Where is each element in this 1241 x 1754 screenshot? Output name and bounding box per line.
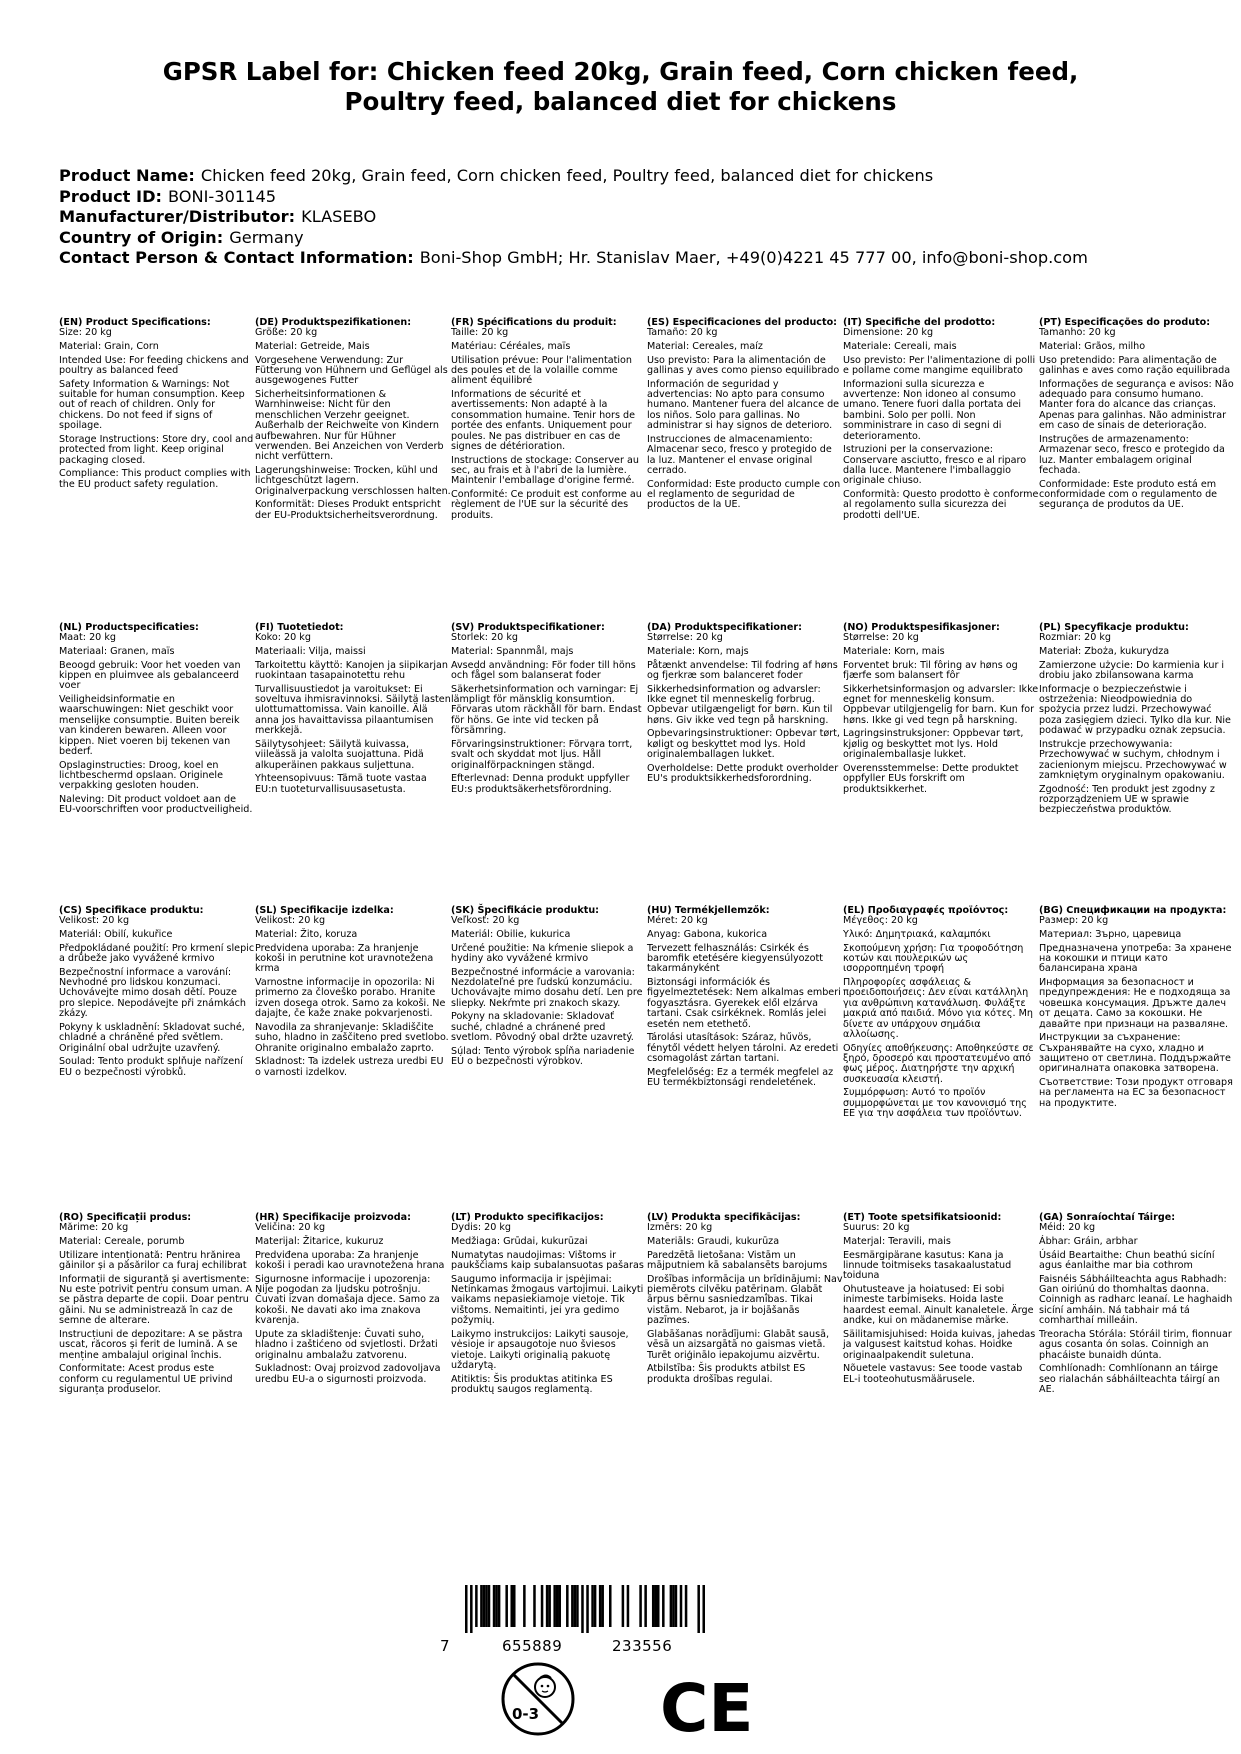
spec-line: Uso previsto: Per l'alimentazione di polli e pollame come mangime equilibrato: [843, 354, 1036, 376]
title-line-1: GPSR Label for: Chicken feed 20kg, Grain feed, Corn chicken feed,: [162, 57, 1079, 86]
spec-line: Materijal: Žitarice, kukuruz: [255, 1236, 384, 1247]
spec-column: [451, 623, 647, 819]
spec-line: Sukladnost: Ovaj proizvod zadovoljava uredbu EU-a o sigurnosti proizvoda.: [255, 1363, 441, 1385]
spec-line: Sigurnosne informacije i upozorenja: Nije pogodan za ljudsku potrošnju. Čuvati izvan domašaja djece. Samo za kokoši. Ne davati ako ima znakova kvarenja.: [255, 1273, 440, 1327]
spec-line: Turvallisuustiedot ja varoitukset: Ei soveltuva ihmisravinnoksi. Säilytä lasten ulottumattomissa. Vain kanoille. Älä anna jos havaittavissa pilaantumisen merkkejä.: [255, 683, 451, 737]
country-label: Country of Origin:: [59, 227, 224, 247]
spec-line: Uso pretendido: Para alimentação de galinhas e aves como ração equilibrada: [1039, 354, 1231, 376]
spec-column: [843, 906, 1039, 1123]
spec-line: Información de seguridad y advertencias: No apto para consumo humano. Mantener fuera del alcance de los niños. Solo para gallinas. No administrar si hay signos de deterioro.: [647, 378, 840, 432]
spec-line: Förvaringsinstruktioner: Förvara torrt, svalt och skyddat mot ljus. Håll originalförpackningen stängd.: [451, 738, 633, 771]
barcode-bar: [505, 1585, 508, 1627]
spec-line: Opslaginstructies: Droog, koel en lichtbeschermd opslaan. Originele verpakking gesloten houden.: [59, 759, 223, 792]
barcode-bar: [622, 1585, 625, 1627]
spec-line: Tarkoitettu käyttö: Kanojen ja siipikarjan ruokintaan tasapainotettu rehu: [255, 659, 448, 681]
spec-line: Rozmiar: 20 kg: [1039, 632, 1111, 644]
spec-line: Dydis: 20 kg: [451, 1222, 512, 1234]
spec-line: Velikost: 20 kg: [59, 915, 130, 927]
manufacturer-value: KLASEBO: [301, 207, 377, 227]
spec-line: Faisnéis Sábháilteachta agus Rabhadh: Gan oiriúnú do thomhaltas daonna. Coinnigh as radharc leanaí. Le haghaidh sicíní amháin. Ná tabhair má tá comharthaí milleáin.: [1039, 1273, 1233, 1327]
spec-block: [59, 623, 1235, 819]
spec-line: Materiaali: Vilja, maissi: [255, 646, 366, 657]
spec-line: Size: 20 kg: [59, 327, 112, 339]
spec-heading: (SL) Specifikacije izdelka:: [255, 905, 394, 916]
barcode-bar: [523, 1585, 526, 1627]
spec-line: Tamanho: 20 kg: [1039, 327, 1116, 339]
contact-label: Contact Person & Contact Information:: [59, 248, 414, 268]
spec-heading: (ES) Especificaciones del producto:: [647, 317, 838, 328]
title-line-2: Poultry feed, balanced diet for chickens: [344, 87, 897, 116]
product-info: [59, 166, 1209, 269]
spec-line: Navodila za shranjevanje: Skladiščite suho, hladno in zaščiteno pred svetlobo. Ohranite originalno embalažo zaprto.: [255, 1021, 449, 1054]
spec-line: Atitiktis: Šis produktas atitinka ES produktų saugos reglamentą.: [451, 1373, 613, 1396]
spec-column: [255, 318, 451, 524]
barcode-bar: [594, 1585, 597, 1627]
spec-line: Taille: 20 kg: [451, 327, 509, 339]
barcode-bar: [685, 1585, 688, 1627]
spec-line: Material: Cereales, maíz: [647, 341, 763, 352]
barcode-bar: [546, 1585, 549, 1627]
spec-line: Materiál: Obilí, kukuřice: [59, 929, 173, 940]
spec-line: Materiał: Zboża, kukurydza: [1039, 646, 1170, 657]
spec-line: Zamierzone użycie: Do karmienia kur i drobiu jako zbilansowana karma: [1039, 659, 1225, 681]
barcode-bar: [470, 1585, 473, 1633]
spec-line: Určené použitie: Na kŕmenie sliepok a hydiny ako vyvážené krmivo: [451, 942, 634, 964]
spec-heading: (FR) Spécifications du produit:: [451, 317, 617, 328]
spec-line: Veľkosť: 20 kg: [451, 915, 520, 927]
spec-line: Predviđena uporaba: Za hranjenje kokoši i peradi kao uravnotežena hrana: [255, 1249, 445, 1271]
spec-line: Pokyny k uskladnění: Skladovat suché, chladné a chráněné před světlem. Originální obal udržujte uzavřený.: [59, 1021, 245, 1054]
spec-line: Material: Getreide, Mais: [255, 341, 370, 352]
spec-heading: (PT) Especificações do produto:: [1039, 317, 1211, 328]
spec-line: Súlad: Tento výrobok spĺňa nariadenie EÚ o bezpečnosti výrobkov.: [451, 1045, 635, 1068]
spec-line: Vorgesehene Verwendung: Zur Fütterung von Hühnern und Geflügel als ausgewogenes Futter: [255, 354, 448, 387]
spec-column: [1039, 906, 1235, 1123]
barcode-bar: [488, 1585, 491, 1627]
spec-line: Uso previsto: Para la alimentación de gallinas y aves como pienso equilibrado: [647, 354, 840, 376]
product-name-label: Product Name:: [59, 166, 195, 185]
spec-heading: (NL) Productspecificaties:: [59, 622, 199, 633]
spec-line: Storlek: 20 kg: [451, 632, 518, 644]
spec-column: [647, 623, 843, 819]
product-name-value: Chicken feed 20kg, Grain feed, Corn chicken feed, Poultry feed, balanced diet for chickens: [200, 166, 934, 185]
spec-line: Istruzioni per la conservazione: Conservare asciutto, fresco e al riparo dalla luce. Mantenere l'imballaggio originale chiuso.: [843, 444, 1027, 487]
spec-column: [647, 318, 843, 524]
barcode-bar: [576, 1585, 579, 1627]
spec-column: [59, 318, 255, 524]
spec-line: Sicherheitsinformationen & Warnhinweise: Nicht für den menschlichen Verzehr geeignet. Außerhalb der Reichweite von Kindern aufbewahren. Nur für Hühner verwenden. Bei Anzeichen von Verderb nicht verfüttern.: [255, 389, 444, 463]
spec-line: Utilisation prévue: Pour l'alimentation des poules et de la volaille comme aliment équilibré: [451, 354, 632, 387]
spec-line: Информация за безопасност и предупреждения: Не е подходяща за човешка консумация. Дръжте далеч от децата. Само за кокошки. Не давайте при признаци на разваляне.: [1039, 977, 1231, 1030]
spec-heading: (SK) Špecifikácie produktu:: [451, 905, 600, 916]
barcode-bar: [483, 1585, 486, 1627]
spec-line: Informações de segurança e avisos: Não adequado para consumo humano. Manter fora do alcance das crianças. Apenas para galinhas. Não administrar em caso de sinais de deterioração.: [1039, 378, 1234, 432]
barcode-bar: [662, 1585, 665, 1627]
spec-line: Conformità: Questo prodotto è conforme al regolamento sulla sicurezza dei prodotti dell'UE.: [843, 489, 1039, 521]
spec-line: Predvidena uporaba: Za hranjenje kokoši in perutnine kot uravnotežena krma: [255, 942, 434, 975]
spec-column: [843, 623, 1039, 819]
spec-line: Säkerhetsinformation och varningar: Ej lämpligt för mänsklig konsumtion. Förvaras utom räckhåll för barn. Endast för höns. Ge inte vid tecken på försämring.: [451, 683, 642, 737]
spec-column: [255, 623, 451, 819]
spec-line: Nõuetele vastavus: See toode vastab EL-i tooteohutusmäärusele.: [843, 1363, 1023, 1385]
spec-column: [1039, 623, 1235, 819]
barcode-bar: [510, 1585, 513, 1627]
spec-line: Saugumo informacija ir įspėjimai: Netinkamas žmogaus vartojimui. Laikyti vaikams nepasiekiamoje vietoje. Tik vištoms. Nemaitinti, jei yra gedimo požymių.: [451, 1273, 644, 1327]
product-id-label: Product ID:: [59, 186, 162, 206]
spec-line: Материал: Зърно, царевица: [1039, 929, 1182, 940]
spec-line: Υλικό: Δημητριακά, καλαμπόκι: [843, 929, 991, 940]
spec-line: Maat: 20 kg: [59, 632, 116, 644]
spec-line: Overholdelse: Dette produkt overholder EU's produktsikkerhedsforordning.: [647, 762, 839, 785]
spec-line: Soulad: Tento produkt splňuje nařízení EU o bezpečnosti výrobků.: [59, 1056, 243, 1078]
spec-line: Materiale: Korn, majs: [647, 646, 749, 657]
spec-line: Instruções de armazenamento: Armazenar seco, fresco e protegido da luz. Manter embalagem original fechada.: [1039, 433, 1225, 477]
spec-line: Avsedd användning: För foder till höns och fågel som balanserat foder: [451, 659, 636, 681]
barcode-bar: [652, 1585, 655, 1627]
spec-heading: (HU) Termékjellemzők:: [647, 905, 770, 916]
spec-column: [1039, 1213, 1235, 1399]
barcode-bar: [627, 1585, 630, 1627]
spec-line: Tamaño: 20 kg: [647, 327, 718, 339]
spec-heading: (DA) Produktspecifikationer:: [647, 622, 802, 633]
spec-line: Méret: 20 kg: [647, 915, 708, 927]
spec-line: Forventet bruk: Til fôring av høns og fjærfe som balansert fôr: [843, 659, 1018, 681]
spec-heading: (LT) Produkto specifikacijos:: [451, 1212, 604, 1223]
spec-heading: (SV) Produktspecifikationer:: [451, 622, 605, 633]
spec-line: Atbilstība: Šis produkts atbilst ES produkta drošības regulai.: [647, 1363, 806, 1385]
spec-line: Bezpečnostné informácie a varovania: Nezdolateľné pre ľudskú konzumáciu. Uchovávajte mimo dosahu detí. Len pre sliepky. Nekŕmte pri znakoch skazy.: [451, 966, 643, 1009]
spec-column: [647, 906, 843, 1123]
spec-line: Izmērs: 20 kg: [647, 1222, 713, 1234]
spec-line: Efterlevnad: Denna produkt uppfyller EU:s produktsäkerhetsförordning.: [451, 773, 630, 795]
spec-line: Úsáid Beartaithe: Chun beathú sicíní agus éanlaithe mar bia cothrom: [1039, 1249, 1215, 1271]
barcode-bar: [586, 1585, 589, 1633]
spec-line: Lagerungshinweise: Trocken, kühl und lichtgeschützt lagern. Originalverpackung verschlossen halten.: [255, 465, 451, 497]
spec-line: Sikkerhetsinformasjon og advarsler: Ikke egnet for menneskelig konsum. Oppbevar utilgjengelig for barn. Kun for høns. Ikke gi ved tegn på harskning.: [843, 683, 1039, 726]
barcode-bar: [657, 1585, 660, 1627]
spec-line: Koko: 20 kg: [255, 632, 311, 644]
no-children-0-3-icon: [500, 1661, 576, 1737]
spec-line: Eesmärgipärane kasutus: Kana ja linnude toitmiseks tasakaalustatud toiduna: [843, 1249, 1012, 1282]
spec-column: [255, 906, 451, 1123]
barcode-bar: [493, 1585, 496, 1627]
spec-line: Instructions de stockage: Conserver au sec, au frais et à l'abri de la lumière. Maintenir l'emballage d'origine fermé.: [451, 454, 639, 487]
spec-line: Bezpečnostní informace a varování: Nevhodné pro lidskou konzumaci. Uchovávejte mimo dosah dětí. Pouze pro slepice. Nepodávejte při známkách zkázy.: [59, 966, 247, 1020]
spec-line: Treoracha Stórála: Stóráil tirim, fionnuar agus cosanta ón solas. Coinnigh an phacáiste bunaidh dúnta.: [1039, 1328, 1232, 1361]
spec-line: Conformité: Ce produit est conforme au règlement de l'UE sur la sécurité des produits.: [451, 489, 642, 521]
spec-line: Velikost: 20 kg: [255, 915, 326, 927]
spec-line: Säilitamisjuhised: Hoida kuivas, jahedas ja valgusest kaitstud kohas. Hoidke originaalpakendit suletuna.: [843, 1328, 1036, 1361]
barcode-bar: [571, 1585, 574, 1627]
spec-line: Ábhar: Gráin, arbhar: [1039, 1236, 1138, 1247]
spec-line: Material: Spannmål, majs: [451, 646, 574, 657]
spec-line: Размер: 20 kg: [1039, 915, 1109, 927]
barcode-right-group: 233556: [612, 1637, 673, 1655]
contact-row: [59, 248, 1209, 269]
spec-line: Anyag: Gabona, kukorica: [647, 929, 768, 940]
spec-line: Medžiaga: Grūdai, kukurūzai: [451, 1236, 588, 1247]
spec-line: Materiál: Obilie, kukurica: [451, 929, 571, 940]
spec-line: Conformidade: Este produto está em conformidade com o regulamento de segurança de produtos da UE.: [1039, 478, 1218, 511]
manufacturer-row: [59, 207, 1209, 228]
spec-line: Informazioni sulla sicurezza e avvertenze: Non idoneo al consumo umano. Tenere fuori dalla portata dei bambini. Solo per polli. Non somministrare in caso di segni di deterioramento.: [843, 378, 1022, 442]
barcode-bar: [591, 1585, 594, 1627]
spec-line: Påtænkt anvendelse: Til fodring af høns og fjerkræ som balanceret foder: [647, 659, 838, 681]
barcode-bar: [574, 1585, 577, 1627]
spec-block: [59, 1213, 1235, 1399]
label-title: [60, 57, 1181, 117]
spec-line: Beoogd gebruik: Voor het voeden van kippen en pluimvee als gebalanceerd voer: [59, 659, 241, 692]
barcode-bar: [639, 1585, 642, 1627]
spec-line: Material: Grãos, milho: [1039, 341, 1146, 352]
age-range-text: 0-3: [512, 1705, 540, 1723]
spec-column: [59, 906, 255, 1123]
spec-column: [255, 1213, 451, 1399]
spec-heading: (RO) Specificații produs:: [59, 1212, 192, 1223]
spec-line: Storage Instructions: Store dry, cool and protected from light. Keep original packaging closed.: [59, 433, 254, 466]
barcode-bar: [558, 1585, 561, 1627]
barcode-bar: [601, 1585, 604, 1627]
barcode-first-digit: 7: [440, 1637, 451, 1655]
product-name-row: [59, 166, 1209, 187]
spec-line: Μέγεθος: 20 kg: [843, 915, 918, 927]
spec-line: Material: Cereale, porumb: [59, 1236, 185, 1247]
spec-line: Инструкции за съхранение: Съхранявайте на сухо, хладно и защитено от светлина. Поддържайте оригиналната опаковка затворена.: [1039, 1032, 1231, 1075]
manufacturer-label: Manufacturer/Distributor:: [59, 207, 296, 227]
spec-line: Συμμόρφωση: Αυτό το προϊόν συμμορφώνεται με τον κανονισμό της ΕΕ για την ασφάλεια των προϊόντων.: [843, 1087, 1027, 1120]
spec-line: Comhlíonadh: Comhlíonann an táirge seo rialachán sábháilteachta táirgí an AE.: [1039, 1363, 1220, 1396]
country-row: [59, 228, 1209, 249]
spec-line: Tervezett felhasználás: Csirkék és baromfik etetésére kiegyensúlyozott takarmányként: [647, 942, 823, 975]
barcode-bar: [702, 1585, 705, 1633]
spec-column: [451, 1213, 647, 1399]
spec-heading: (DE) Produktspezifikationen:: [255, 317, 412, 328]
spec-line: Størrelse: 20 kg: [843, 632, 919, 644]
spec-line: Materiale: Cereali, mais: [843, 341, 957, 352]
spec-line: Drošības informācija un brīdinājumi: Nav piemērots cilvēku patēriņam. Glabāt ārpus bērnu sasniedzamības. Tikai vistām. Nebarot, ja ir bojāšanās pazīmes.: [647, 1273, 843, 1327]
barcode-bar: [541, 1585, 544, 1627]
spec-line: Mărime: 20 kg: [59, 1222, 129, 1234]
spec-line: Lagringsinstruksjoner: Oppbevar tørt, kjølig og beskyttet mot lys. Hold originalemballasje lukket.: [843, 728, 1024, 761]
spec-heading: (EL) Προδιαγραφές προϊόντος:: [843, 905, 1009, 916]
barcode-bar: [654, 1585, 657, 1627]
spec-heading: (HR) Specifikacije proizvoda:: [255, 1212, 411, 1223]
spec-heading: (LV) Produkta specifikācijas:: [647, 1212, 801, 1223]
spec-line: Informații de siguranță și avertismente: Nu este potrivit pentru consum uman. A se păstra departe de copii. Doar pentru găini. Nu se administrează în caz de semne de alterare.: [59, 1273, 253, 1327]
barcode-bar: [609, 1585, 612, 1627]
spec-line: Glabāšanas norādījumi: Glabāt sausā, vēsā un aizsargātā no gaismas vietā. Turēt oriģinālo iepakojumu aizvērtu.: [647, 1328, 830, 1361]
barcode-bar: [672, 1585, 675, 1627]
barcode-left-group: 655889: [502, 1637, 563, 1655]
spec-line: Předpokládané použití: Pro krmení slepic a drůbeže jako vyvážené krmivo: [59, 942, 255, 964]
spec-heading: (FI) Tuotetiedot:: [255, 622, 344, 633]
spec-column: [59, 1213, 255, 1399]
spec-line: Materiāls: Graudi, kukurūza: [647, 1236, 780, 1247]
spec-heading: (CS) Specifikace produktu:: [59, 905, 204, 916]
barcode-bar: [475, 1585, 478, 1627]
spec-line: Skladnost: Ta izdelek ustreza uredbi EU o varnosti izdelkov.: [255, 1056, 444, 1078]
spec-line: Conformidad: Este producto cumple con el reglamento de seguridad de productos de la UE.: [647, 478, 841, 511]
spec-column: [647, 1213, 843, 1399]
spec-line: Sikkerhedsinformation og advarsler: Ikke egnet til menneskelig forbrug. Opbevar utilgængeligt for børn. Kun til høns. Giv ikke ved tegn på harskning.: [647, 683, 833, 726]
barcode-bar: [644, 1585, 647, 1627]
label-footer: [440, 1585, 760, 1745]
barcode-bar: [465, 1585, 468, 1633]
spec-line: Conformitate: Acest produs este conform cu regulamentul UE privind siguranța produselor.: [59, 1363, 233, 1396]
spec-line: Informacje o bezpieczeństwie i ostrzeżenia: Nieodpowiednia do spożycia przez ludzi. Przechowywać poza zasięgiem dzieci. Tylko dla kur. Nie podawać w przypadku oznak zepsucia.: [1039, 683, 1231, 737]
spec-heading: (EN) Product Specifications:: [59, 317, 211, 328]
spec-line: Materjal: Teravili, mais: [843, 1236, 951, 1247]
spec-heading: (NO) Produktspesifikasjoner:: [843, 622, 1000, 633]
spec-line: Materiale: Korn, mais: [843, 646, 945, 657]
spec-column: [59, 623, 255, 819]
barcode-bar: [556, 1585, 559, 1627]
spec-column: [451, 906, 647, 1123]
barcode-bar: [498, 1585, 501, 1627]
spec-line: Material: Žito, koruza: [255, 929, 358, 940]
barcode-bar: [553, 1585, 556, 1627]
spec-line: Numatytas naudojimas: Vištoms ir paukščiams kaip subalansuotas pašaras: [451, 1249, 644, 1271]
spec-heading: (GA) Sonraíochtaí Táirge:: [1039, 1212, 1176, 1223]
country-value: Germany: [229, 227, 304, 247]
barcode-bar: [697, 1585, 700, 1633]
spec-line: Dimensione: 20 kg: [843, 327, 934, 339]
contact-value: Boni-Shop GmbH; Hr. Stanislav Maer, +49(0)4221 45 777 00, info@boni-shop.com: [419, 248, 1088, 268]
spec-heading: (IT) Specifiche del prodotto:: [843, 317, 996, 328]
spec-block: [59, 318, 1235, 524]
spec-heading: (PL) Specyfikacje produktu:: [1039, 622, 1189, 633]
spec-line: Σκοπούμενη χρήση: Για τροφοδότηση κοτών και πουλερικών ως ισορροπημένη τροφή: [843, 942, 1024, 975]
spec-line: Compliance: This product complies with the EU product safety regulation.: [59, 468, 251, 490]
spec-line: Pokyny na skladovanie: Skladovať suché, chladné a chránené pred svetlom. Pôvodný obal držte uzavretý.: [451, 1011, 634, 1044]
spec-line: Paredzētā lietošana: Vistām un mājputniem kā sabalansēts barojums: [647, 1249, 828, 1271]
spec-line: Biztonsági információk és figyelmeztetések: Nem alkalmas emberi fogyasztásra. Gyerekek elől elzárva tartani. Csak csirkéknek. Romlás jelei esetén nem etethető.: [647, 977, 841, 1030]
barcode-bar: [680, 1585, 683, 1627]
spec-heading: (ET) Toote spetsifikatsioonid:: [843, 1212, 1002, 1223]
barcode-bar: [548, 1585, 551, 1627]
barcode-bar: [485, 1585, 488, 1627]
barcode-bar: [495, 1585, 498, 1627]
spec-line: Konformität: Dieses Produkt entspricht der EU-Produktsicherheitsverordnung.: [255, 499, 441, 521]
barcode-bar: [675, 1585, 678, 1627]
spec-line: Laikymo instrukcijos: Laikyti sausoje, vėsioje ir apsaugotoje nuo šviesos vietoje. Laikyti originalią pakuotę uždarytą.: [451, 1328, 629, 1372]
spec-line: Οδηγίες αποθήκευσης: Αποθηκεύστε σε ξηρό, δροσερό και προστατευμένο από φως μέρος. Διατηρήστε την αρχική συσκευασία κλειστή.: [843, 1042, 1034, 1085]
barcode-bar: [670, 1585, 673, 1627]
spec-line: Utilizare intenționată: Pentru hrănirea găinilor și a păsărilor ca furaj echilibrat: [59, 1249, 247, 1271]
barcode-bar: [480, 1585, 483, 1627]
spec-block: [59, 906, 1235, 1123]
barcode-bar: [513, 1585, 516, 1627]
spec-line: Veiligheidsinformatie en waarschuwingen: Niet geschikt voor menselijke consumptie. Buiten bereik van kinderen bewaren. Alleen voor kippen. Niet voeren bij tekenen van bederf.: [59, 694, 240, 758]
barcode-bar: [566, 1585, 569, 1627]
spec-line: Yhteensopivuus: Tämä tuote vastaa EU:n tuoteturvallisuusasetusta.: [255, 773, 427, 795]
barcode-bar: [581, 1585, 584, 1633]
spec-heading: (BG) Спецификации на продукта:: [1039, 905, 1227, 916]
ce-mark-text: CE: [660, 1670, 754, 1747]
spec-line: Ohutusteave ja hoiatused: Ei sobi inimeste tarbimiseks. Hoida laste haardest eemal. Ainult kanaletele. Ärge andke, kui on mädanemise märke.: [843, 1284, 1034, 1327]
barcode-bar: [533, 1585, 536, 1627]
product-id-row: [59, 187, 1209, 208]
spec-line: Veličina: 20 kg: [255, 1222, 326, 1234]
spec-column: [451, 318, 647, 524]
spec-line: Overensstemmelse: Dette produktet oppfyller EUs forskrift om produktsikkerhet.: [843, 762, 1019, 795]
spec-line: Intended Use: For feeding chickens and poultry as balanced feed: [59, 354, 249, 376]
spec-line: Größe: 20 kg: [255, 327, 318, 339]
spec-line: Varnostne informacije in opozorila: Ni primerno za človeško porabo. Hranite izven dosega otrok. Samo za kokoši. Ne dajajte, če kaže znake pokvarjenosti.: [255, 977, 446, 1020]
spec-line: Säilytysohjeet: Säilytä kuivassa, viileässä ja valolta suojattuna. Pidä alkuperäinen pakkaus suljettuna.: [255, 738, 424, 771]
spec-line: Suurus: 20 kg: [843, 1222, 910, 1234]
ean-barcode: [465, 1585, 705, 1633]
spec-line: Zgodność: Ten produkt jest zgodny z rozporządzeniem UE w sprawie bezpieczeństwa produktów.: [1039, 783, 1215, 816]
spec-line: Matériau: Céréales, maïs: [451, 341, 571, 352]
spec-line: Informations de sécurité et avertissements: Non adapté à la consommation humaine. Tenir hors de portée des enfants. Uniquement pour poules. Ne pas distribuer en cas de signes de détérioration.: [451, 389, 636, 453]
spec-line: Instrukcje przechowywania: Przechowywać w suchym, chłodnym i zacienionym miejscu. Przechowywać w zamkniętym oryginalnym opakowaniu.: [1039, 738, 1227, 782]
spec-line: Méid: 20 kg: [1039, 1222, 1096, 1234]
spec-line: Safety Information & Warnings: Not suitable for human consumption. Keep out of reach of children. Only for chickens. Do not feed if signs of spoilage.: [59, 378, 245, 432]
spec-line: Tárolási utasítások: Száraz, hűvös, fénytől védett helyen tárolni. Az eredeti csomagolást zártan tartani.: [647, 1032, 839, 1065]
spec-line: Instrucciones de almacenamiento: Almacenar seco, fresco y protegido de la luz. Mantener el envase original cerrado.: [647, 433, 832, 477]
product-id-value: BONI-301145: [167, 186, 277, 206]
spec-line: Предназначена употреба: За хранене на кокошки и птици като балансирана храна: [1039, 942, 1232, 975]
spec-column: [1039, 318, 1235, 524]
spec-line: Materiaal: Granen, maïs: [59, 646, 175, 657]
spec-line: Megfelelőség: Ez a termék megfelel az EU termékbiztonsági rendeletének.: [647, 1066, 834, 1089]
spec-line: Instrucțiuni de depozitare: A se păstra uscat, răcoros și ferit de lumină. A se menține ambalajul original închis.: [59, 1328, 243, 1361]
spec-line: Naleving: Dit product voldoet aan de EU-voorschriften voor productveiligheid.: [59, 794, 253, 816]
spec-column: [843, 1213, 1039, 1399]
spec-line: Upute za skladištenje: Čuvati suho, hladno i zaštićeno od svjetlosti. Držati originalnu ambalažu zatvorenu.: [255, 1328, 438, 1361]
spec-line: Съответствие: Този продукт отговаря на регламента на ЕС за безопасност на продуктите.: [1039, 1077, 1233, 1109]
spec-line: Material: Grain, Corn: [59, 341, 159, 352]
spec-line: Størrelse: 20 kg: [647, 632, 723, 644]
spec-column: [843, 318, 1039, 524]
ce-mark: [660, 1670, 754, 1747]
barcode-bar: [599, 1585, 602, 1627]
spec-line: Opbevaringsinstruktioner: Opbevar tørt, køligt og beskyttet mod lys. Hold originalemballagen lukket.: [647, 728, 840, 761]
spec-line: Πληροφορίες ασφάλειας & προειδοποιήσεις: Δεν είναι κατάλληλη για ανθρώπινη κατανάλωση. Φυλάξτε μακριά από παιδιά. Μόνο για κότες. Μη δίνετε αν υπάρχουν σημάδια αλλοίωσης.: [843, 977, 1033, 1041]
